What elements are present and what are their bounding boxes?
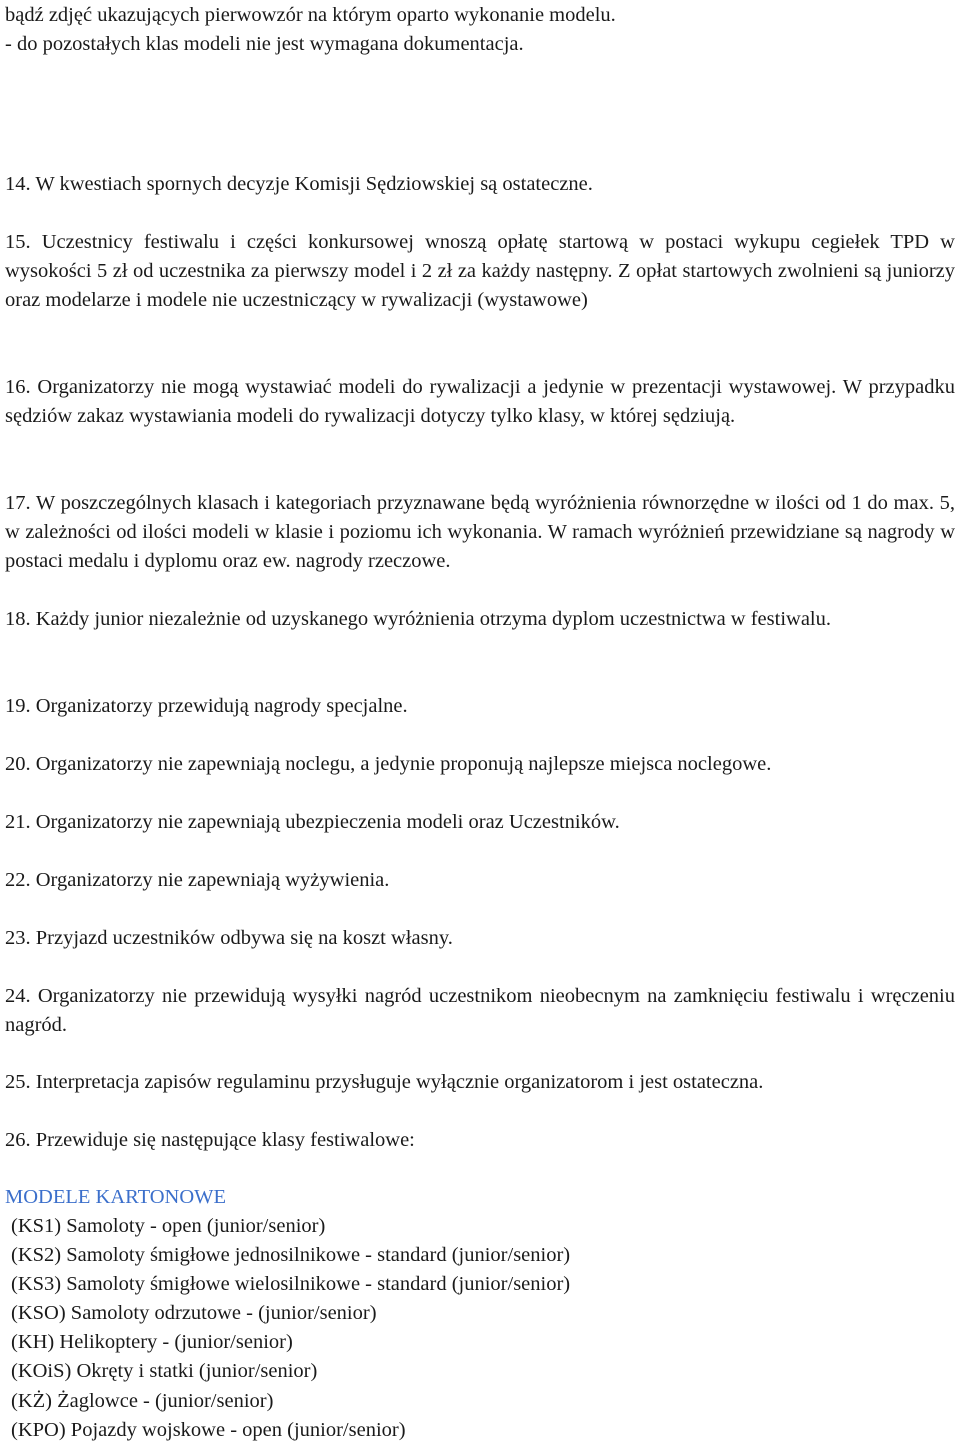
list-item: (KŻ) Żaglowce - (junior/senior): [11, 1389, 274, 1412]
list-item: (KSO) Samoloty odrzutowe - (junior/senior): [11, 1302, 377, 1325]
list-item: (KS1) Samoloty - open (junior/senior): [11, 1215, 326, 1237]
point-16: 16. Organizatorzy nie mogą wystawiać modeli do rywalizacji a jedynie w prezentacji wystawowej. W przypadku sędziów zakaz wystawiania modeli do rywalizacji dotyczy tylko klasy, w której sędziują.: [5, 376, 955, 427]
point-21: 21. Organizatorzy nie zapewniają ubezpieczenia modeli oraz Uczestników.: [5, 811, 620, 833]
point-24: 24. Organizatorzy nie przewidują wysyłki nagród uczestnikom nieobecnym na zamknięciu festiwalu i wręczeniu nagród.: [5, 985, 955, 1036]
point-20: 20. Organizatorzy nie zapewniają noclegu, a jedynie proponują najlepsze miejsca noclegowe.: [5, 753, 772, 775]
festival-class-list: [11, 1212, 955, 1445]
section-heading: MODELE KARTONOWE: [5, 1186, 227, 1208]
point-19: 19. Organizatorzy przewidują nagrody specjalne.: [5, 695, 408, 717]
point-22: 22. Organizatorzy nie zapewniają wyżywienia.: [5, 869, 390, 891]
list-item: (KH) Helikoptery - (junior/senior): [11, 1331, 293, 1354]
continuation-text: [5, 1, 955, 59]
point-14: 14. W kwestiach spornych decyzje Komisji Sędziowskiej są ostateczne.: [5, 173, 593, 195]
point-18: 18. Każdy junior niezależnie od uzyskanego wyróżnienia otrzyma dyplom uczestnictwa w festiwalu.: [5, 608, 831, 630]
text-line: bądź zdjęć ukazujących pierwowzór na którym oparto wykonanie modelu.: [5, 4, 616, 26]
text-line: - do pozostałych klas modeli nie jest wymagana dokumentacja.: [5, 33, 524, 55]
point-26: 26. Przewiduje się następujące klasy festiwalowe:: [5, 1129, 415, 1151]
list-item: (KOiS) Okręty i statki (junior/senior): [11, 1360, 318, 1383]
point-15: 15. Uczestnicy festiwalu i części konkursowej wnoszą opłatę startową w postaci wykupu cegiełek TPD w wysokości 5 zł od uczestnika za pierwszy model i 2 zł za każdy następny. Z opłat startowych zwolnieni są juniorzy oraz modelarze i modele nie uczestniczący w rywalizacji (wystawowe): [5, 231, 955, 311]
list-item: (KS2) Samoloty śmigłowe jednosilnikowe - standard (junior/senior): [11, 1244, 571, 1267]
point-17: 17. W poszczególnych klasach i kategoriach przyznawane będą wyróżnienia równorzędne w ilości od 1 do max. 5, w zależności od ilości modeli w klasie i poziomu ich wykonania. W ramach wyróżnień przewidziane są nagrody w postaci medalu i dyplomu oraz ew. nagrody rzeczowe.: [5, 492, 955, 572]
point-23: 23. Przyjazd uczestników odbywa się na koszt własny.: [5, 927, 453, 949]
list-item: (KPO) Pojazdy wojskowe - open (junior/senior): [11, 1418, 406, 1441]
list-item: (KS3) Samoloty śmigłowe wielosilnikowe - standard (junior/senior): [11, 1273, 571, 1296]
point-25: 25. Interpretacja zapisów regulaminu przysługuje wyłącznie organizatorom i jest ostateczna.: [5, 1071, 764, 1093]
